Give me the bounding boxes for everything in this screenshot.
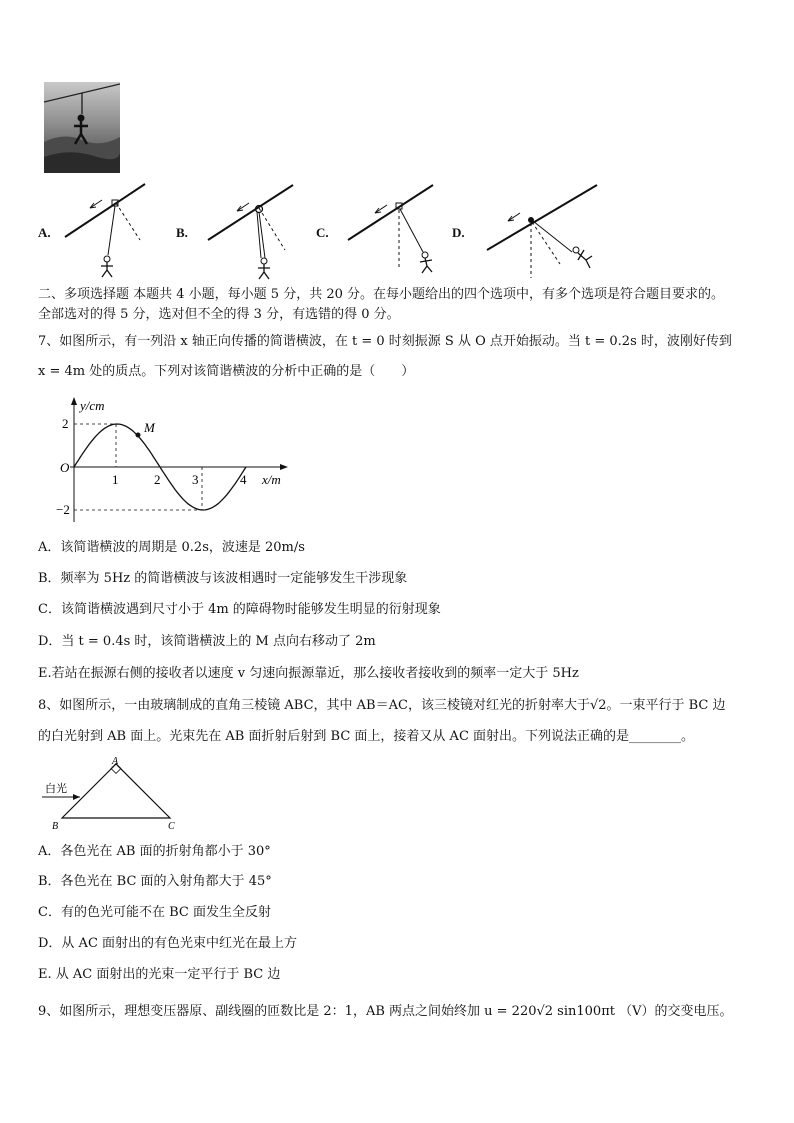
- q6-option-c-diagram: [343, 180, 438, 280]
- q8-option-a: A．各色光在 AB 面的折射角都小于 30°: [38, 844, 271, 859]
- x-tick-2: 2: [154, 472, 161, 487]
- q7-option-a: A．该简谐横波的周期是 0.2s，波速是 20m/s: [38, 540, 305, 555]
- vertex-a: A: [112, 756, 119, 767]
- section-heading-line1: 二、多项选择题 本题共 4 小题，每小题 5 分，共 20 分。在每小题给出的四个选项中，有多个选项是符合题目要求的。: [38, 287, 725, 302]
- q6-option-d-diagram: [482, 180, 602, 280]
- q7-stem-line2: x = 4m 处的质点。下列对该简谐横波的分析中正确的是（ ）: [38, 364, 415, 379]
- point-m-label: M: [144, 420, 155, 435]
- q7-option-c: C．该简谐横波遇到尺寸小于 4m 的障碍物时能够发生明显的衍射现象: [38, 602, 441, 617]
- q6-option-b-diagram: [203, 180, 298, 280]
- q8-stem-line1: 8、如图所示，一由玻璃制成的直角三棱镜 ABC，其中 AB＝AC，该三棱镜对红光的折射率大于√2。一束平行于 BC 边: [38, 698, 726, 713]
- vertex-b: B: [52, 821, 59, 832]
- section-heading-line2: 全部选对的得 5 分，选对但不全的得 3 分，有选错的得 0 分。: [38, 307, 400, 322]
- q6-option-b-label: B.: [176, 225, 188, 240]
- y-tick-2: 2: [62, 416, 69, 431]
- q8-prism-figure: [40, 756, 190, 832]
- q8-option-d: D．从 AC 面射出的有色光束中红光在最上方: [38, 936, 298, 951]
- q7-option-d: D．当 t = 0.4s 时，该简谐横波上的 M 点向右移动了 2m: [38, 634, 376, 649]
- zipline-photo: [44, 82, 120, 173]
- x-tick-3: 3: [192, 472, 199, 487]
- white-light-label: 白光: [45, 783, 67, 795]
- q8-option-c: C．有的色光可能不在 BC 面发生全反射: [38, 905, 271, 920]
- q7-option-b: B．频率为 5Hz 的简谐横波与该波相遇时一定能够发生干涉现象: [38, 571, 408, 586]
- x-tick-1: 1: [112, 472, 119, 487]
- point-m: [136, 433, 141, 438]
- x-tick-4: 4: [240, 472, 247, 487]
- q6-option-a-label: A.: [38, 225, 51, 240]
- y-tick-neg2: −2: [56, 502, 70, 517]
- q8-option-b: B．各色光在 BC 面的入射角都大于 45°: [38, 874, 272, 889]
- q6-option-c-label: C.: [316, 225, 329, 240]
- origin-label: O: [60, 460, 70, 475]
- q8-stem-line2: 的白光射到 AB 面上。光束先在 AB 面折射后射到 BC 面上，接着又从 AC 面射出。下列说法正确的是________。: [38, 729, 695, 744]
- x-axis-label: x/m: [262, 472, 281, 487]
- q6-option-d-label: D.: [452, 225, 465, 240]
- q7-wave-graph: [52, 394, 292, 526]
- q7-option-e: E.若站在振源右侧的接收者以速度 v 匀速向振源靠近，那么接收者接收到的频率一定大于 5Hz: [38, 666, 579, 681]
- q9-stem: 9、如图所示，理想变压器原、副线圈的匝数比是 2：1，AB 两点之间始终加 u = 220√2 sin100πt （V）的交变电压。: [38, 1004, 733, 1019]
- y-axis-label: y/cm: [80, 398, 105, 413]
- q8-option-e: E. 从 AC 面射出的光束一定平行于 BC 边: [38, 967, 281, 982]
- q6-option-a-diagram: [60, 180, 150, 280]
- q7-stem-line1: 7、如图所示，有一列沿 x 轴正向传播的简谐横波，在 t = 0 时刻振源 S 从 O 点开始振动。当 t = 0.2s 时，波刚好传到: [38, 334, 732, 349]
- vertex-c: C: [168, 821, 175, 832]
